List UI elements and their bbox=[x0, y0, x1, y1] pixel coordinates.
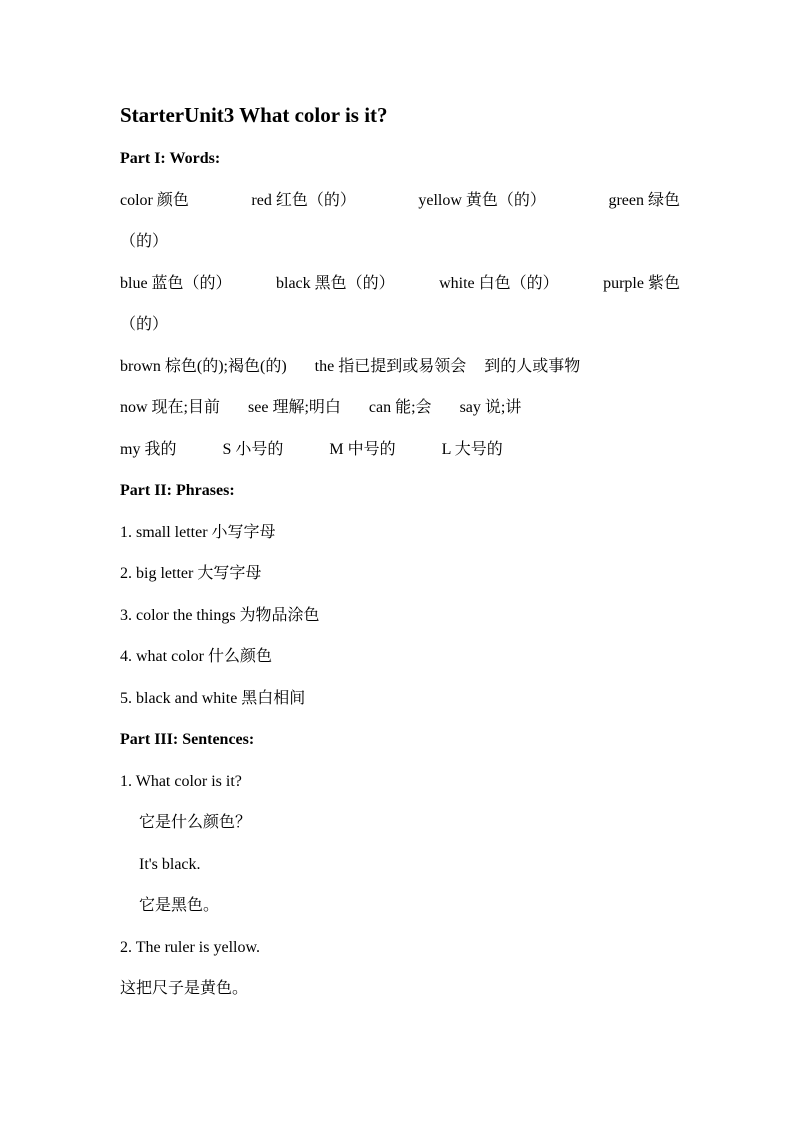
word-can: can 能;会 bbox=[368, 399, 432, 416]
phrase-item: 2. big letter 大写字母 bbox=[120, 565, 262, 582]
phrase-item: 5. black and white 黑白相间 bbox=[120, 689, 306, 707]
phrase-item: 4. what color 什么颜色 bbox=[120, 648, 272, 665]
word-say: say 说;讲 bbox=[459, 399, 522, 416]
word-purple: purple 紫色 bbox=[603, 274, 680, 292]
words-row-5 bbox=[120, 429, 680, 471]
part1-heading: Part I: Words: bbox=[120, 150, 221, 167]
sentence-1: 1. What color is it? bbox=[120, 772, 242, 790]
word-now: now 现在;目前 bbox=[120, 399, 221, 416]
words-row-4 bbox=[120, 387, 680, 429]
page-title: StarterUnit3 What color is it? bbox=[120, 103, 388, 127]
word-the-continued: 到的人或事物 bbox=[484, 357, 581, 375]
part2-heading: Part II: Phrases: bbox=[120, 482, 235, 499]
words-row-1 bbox=[120, 180, 680, 222]
word-the: the 指已提到或易领会 bbox=[314, 357, 467, 375]
word-red: red 红色（的） bbox=[251, 191, 356, 209]
sentence-2-translation: 这把尺子是黄色。 bbox=[120, 980, 249, 997]
sentence-1-translation: 它是什么颜色？ bbox=[139, 814, 252, 831]
words-row-2 bbox=[120, 263, 680, 305]
word-m: M 中号的 bbox=[329, 440, 396, 458]
word-color: color 颜色 bbox=[120, 191, 189, 209]
word-see: see 理解;明白 bbox=[248, 399, 341, 416]
words-row-1-continued: （的） bbox=[120, 233, 169, 250]
word-white: white 白色（的） bbox=[439, 274, 559, 292]
words-row-3 bbox=[120, 346, 680, 388]
part3-heading: Part III: Sentences: bbox=[120, 731, 255, 748]
sentence-1-answer: It's black. bbox=[139, 855, 201, 873]
word-green: green 绿色 bbox=[608, 191, 680, 209]
word-my: my 我的 bbox=[120, 440, 177, 458]
document-page bbox=[120, 100, 680, 1010]
word-s: S 小号的 bbox=[222, 440, 284, 458]
word-brown: brown 棕色(的);褐色(的) bbox=[120, 357, 287, 375]
sentence-2: 2. The ruler is yellow. bbox=[120, 938, 260, 956]
word-blue: blue 蓝色（的） bbox=[120, 274, 232, 292]
phrase-item: 1. small letter 小写字母 bbox=[120, 523, 276, 541]
phrase-item: 3. color the things 为物品涂色 bbox=[120, 606, 320, 624]
word-l: L 大号的 bbox=[441, 440, 503, 458]
sentence-1-answer-translation: 它是黑色。 bbox=[139, 897, 220, 914]
word-black: black 黑色（的） bbox=[276, 274, 395, 292]
words-row-2-continued: （的） bbox=[120, 316, 169, 333]
word-yellow: yellow 黄色（的） bbox=[418, 191, 546, 209]
